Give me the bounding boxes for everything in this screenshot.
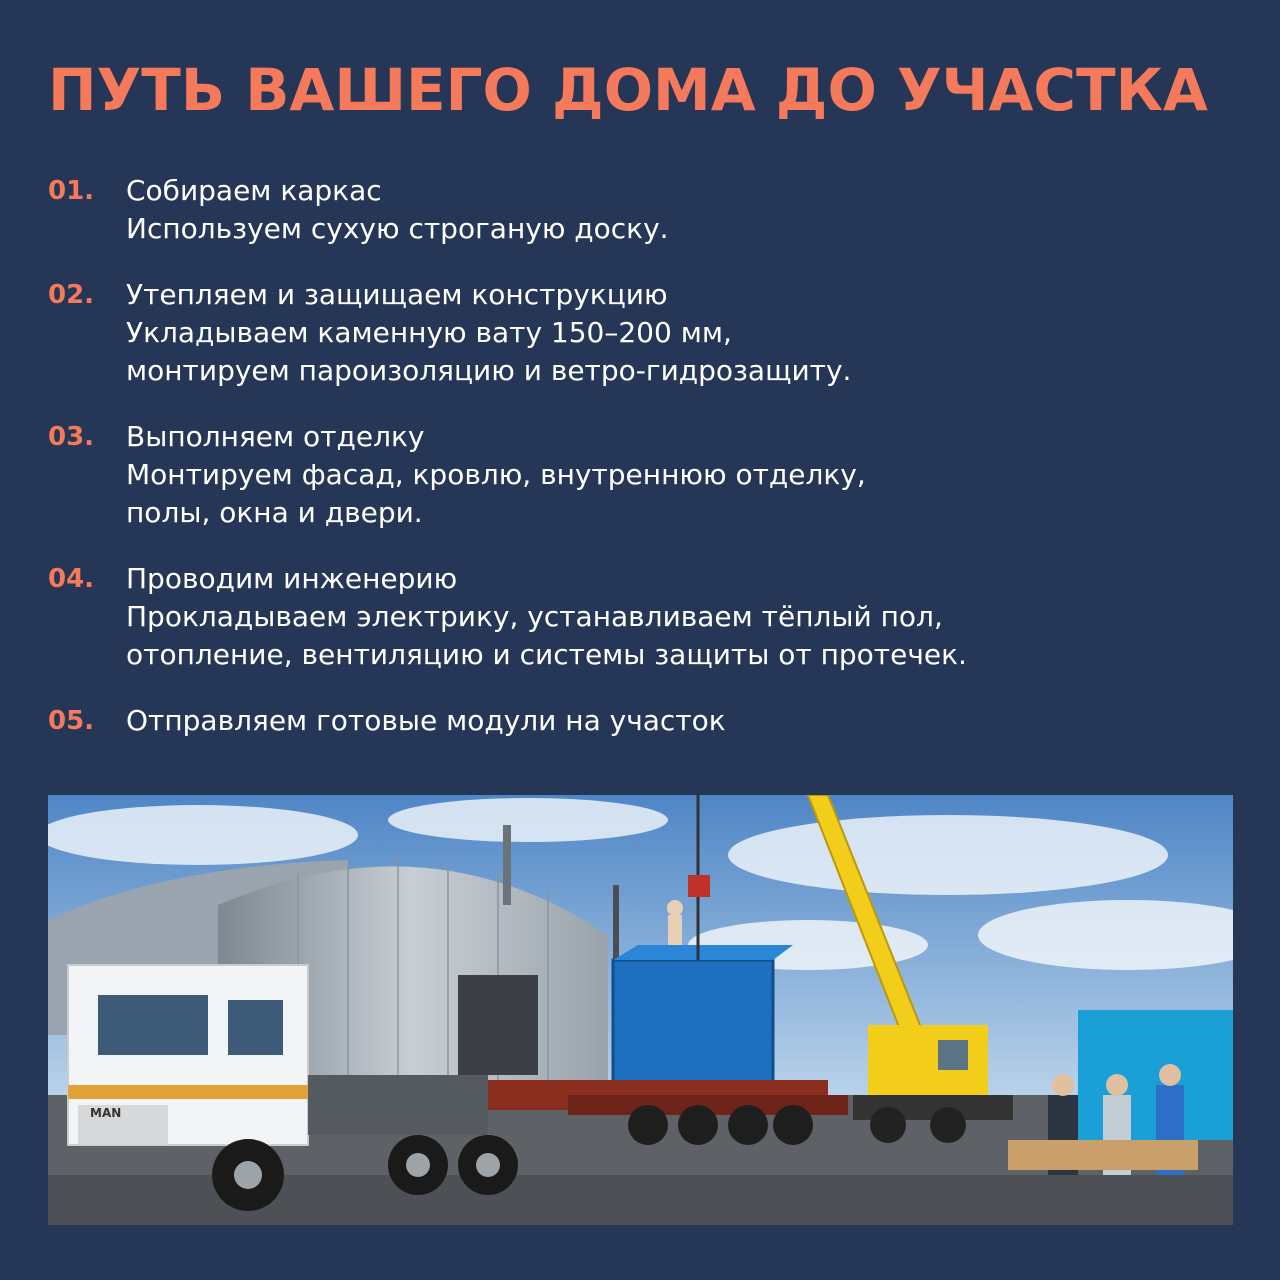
truck-brand: MAN [90,1106,122,1120]
step-description: Монтируем фасад, кровлю, внутреннюю отделку, полы, окна и двери. [126,458,866,529]
step-number: 05. [48,706,95,736]
step-description: Укладываем каменную вату 150–200 мм, монтируем пароизоляцию и ветро-гидрозащиту. [126,316,852,387]
step-item [48,418,1238,532]
step-item [48,702,1238,740]
step-number: 01. [48,176,95,206]
crane-hook [688,875,710,897]
hangar-door [458,975,538,1075]
step-item [48,172,1238,248]
delivery-illustration [48,795,1233,1225]
step-title: Выполняем отделку [126,420,425,453]
step-number: 03. [48,422,95,452]
step-item [48,276,1238,390]
steps-list [48,172,1238,768]
step-item [48,560,1238,674]
step-title: Утепляем и защищаем конструкцию [126,278,668,311]
step-title: Проводим инженерию [126,562,458,595]
step-number: 02. [48,280,95,310]
step-title: Собираем каркас [126,174,382,207]
delivery-photo [48,795,1233,1225]
step-title: Отправляем готовые модули на участок [126,704,726,737]
step-description: Используем сухую строганую доску. [126,212,669,245]
page-title: ПУТЬ ВАШЕГО ДОМА ДО УЧАСТКА [48,56,1208,124]
step-description: Прокладываем электрику, устанавливаем тёплый пол, отопление, вентиляцию и системы защиты от протечек. [126,600,967,671]
lumber-stack [1008,1140,1198,1170]
step-number: 04. [48,564,95,594]
crane-cab [868,1025,988,1105]
container [1078,1010,1233,1140]
